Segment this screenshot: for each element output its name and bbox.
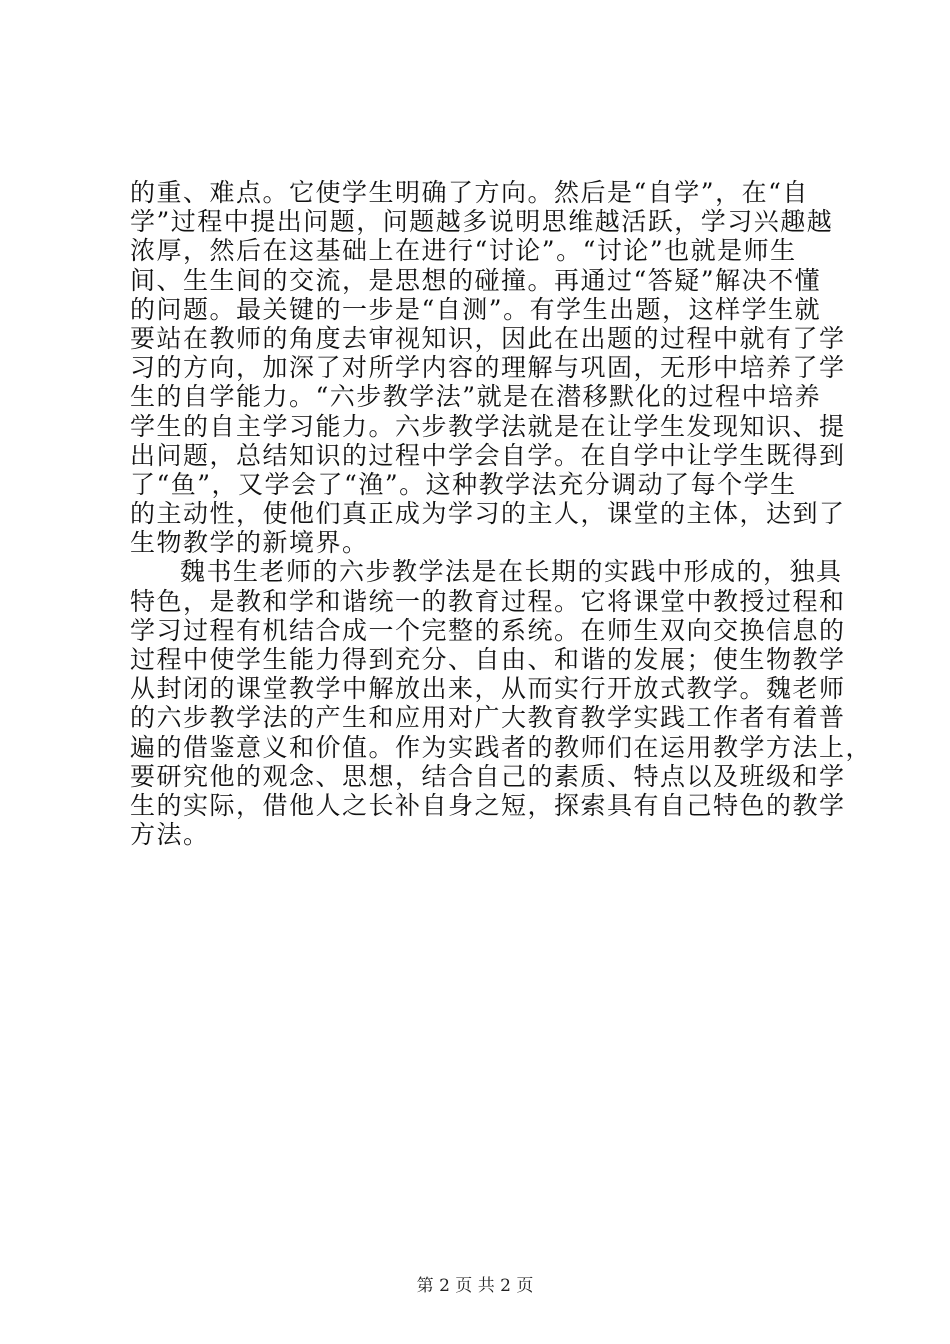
paragraph-line: 学习过程有机结合成一个完整的系统。在师生双向交换信息的 <box>130 615 846 645</box>
paragraph-line: 学生的自主学习能力。六步教学法就是在让学生发现知识、提 <box>130 411 846 441</box>
paragraph-line: 出问题，总结知识的过程中学会自学。在自学中让学生既得到 <box>130 440 846 470</box>
paragraph-line: 习的方向，加深了对所学内容的理解与巩固，无形中培养了学 <box>130 353 846 383</box>
paragraph-first-line: 魏书生老师的六步教学法是在长期的实践中形成的，独具 <box>180 557 843 587</box>
paragraph-line: 遍的借鉴意义和价值。作为实践者的教师们在运用教学方法上， <box>130 732 873 762</box>
paragraph-line: 的问题。最关键的一步是“自测”。有学生出题，这样学生就 <box>130 294 822 324</box>
paragraph-line: 的六步教学法的产生和应用对广大教育教学实践工作者有着普 <box>130 703 846 733</box>
paragraph-line: 的主动性，使他们真正成为学习的主人，课堂的主体，达到了 <box>130 499 846 529</box>
paragraph-line: 间、生生间的交流，是思想的碰撞。再通过“答疑”解决不懂 <box>130 265 822 295</box>
paragraph-line: 方法。 <box>130 820 210 850</box>
paragraph-line: 学”过程中提出问题，问题越多说明思维越活跃，学习兴趣越 <box>130 207 834 237</box>
paragraph-line: 要研究他的观念、思想，结合自己的素质、特点以及班级和学 <box>130 761 846 791</box>
paragraph-line: 浓厚，然后在这基础上在进行“讨论”。“讨论”也就是师生 <box>130 236 797 266</box>
paragraph-2 <box>130 557 873 850</box>
paragraph-line: 从封闭的课堂教学中解放出来，从而实行开放式教学。魏老师 <box>130 674 846 704</box>
paragraph-line: 生的自学能力。“六步教学法”就是在潜移默化的过程中培养 <box>130 382 822 412</box>
paragraph-line: 过程中使学生能力得到充分、自由、和谐的发展；使生物教学 <box>130 645 846 674</box>
paragraph-line: 了“鱼”，又学会了“渔”。这种教学法充分调动了每个学生 <box>130 469 797 499</box>
document-body <box>130 178 873 850</box>
paragraph-line: 的重、难点。它使学生明确了方向。然后是“自学”，在“自 <box>130 178 809 207</box>
paragraph-line: 生物教学的新境界。 <box>130 528 369 558</box>
paragraph-line: 生的实际，借他人之长补自身之短，探索具有自己特色的教学 <box>130 790 846 820</box>
page-number-footer: 第 2 页 共 2 页 <box>416 1276 534 1296</box>
paragraph-line: 特色，是教和学和谐统一的教育过程。它将课堂中教授过程和 <box>130 586 846 616</box>
paragraph-line: 要站在教师的角度去审视知识，因此在出题的过程中就有了学 <box>130 323 846 353</box>
paragraph-1 <box>130 178 846 558</box>
